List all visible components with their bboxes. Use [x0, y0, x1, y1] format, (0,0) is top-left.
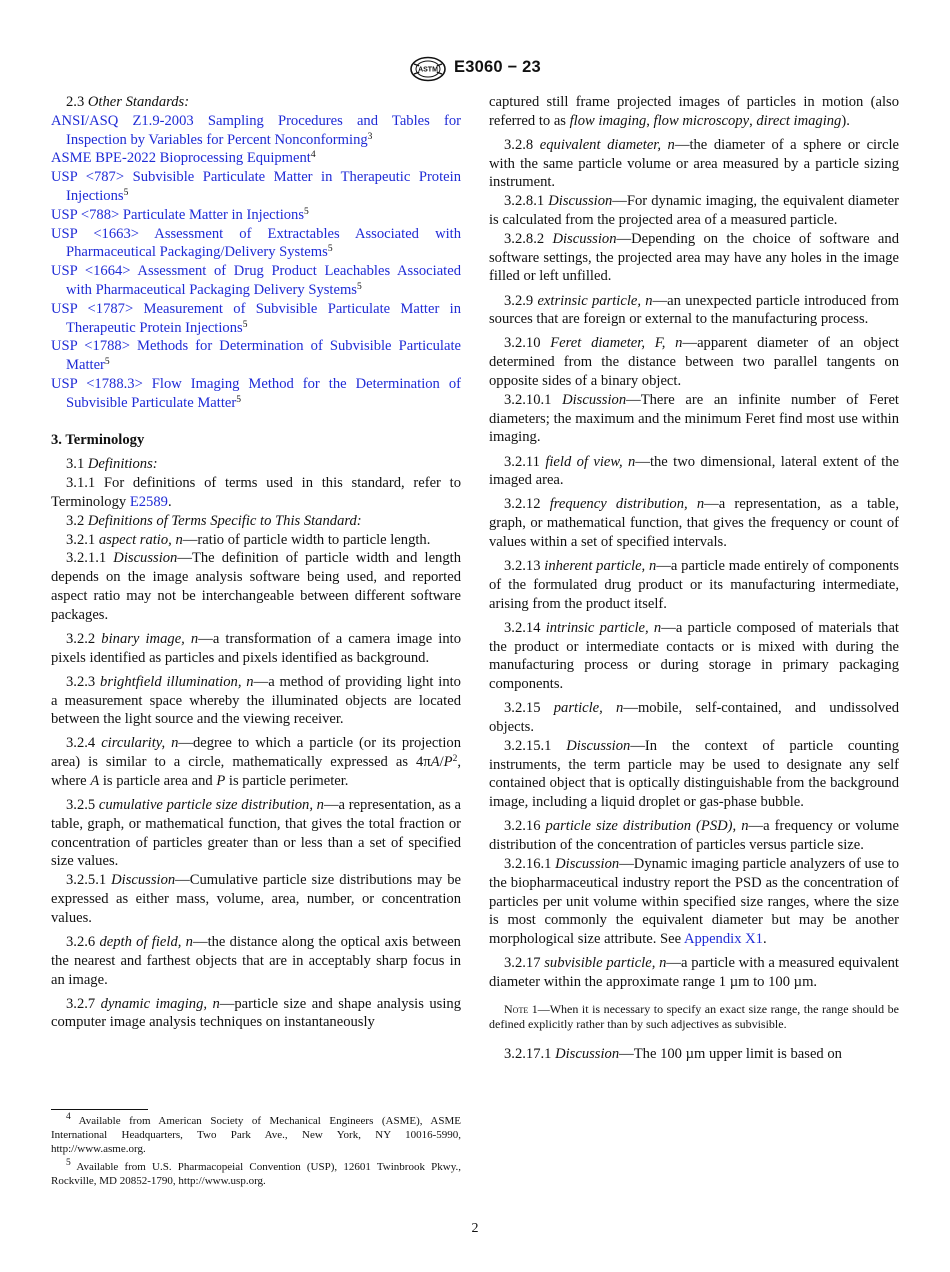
definition-3-2-14: 3.2.14 intrinsic particle, n—a particle composed of materials that the product or intermediate contacts or is mixed with during the manufacturing process or during storage in primary packaging components.	[489, 619, 899, 693]
definition-3-2-7: 3.2.7 dynamic imaging, n—particle size and shape analysis using computer image analysis techniques on instantaneously	[51, 995, 461, 1031]
discussion-3-2-1-1: 3.2.1.1 Discussion—The definition of particle width and length depends on the image analysis software being used, and reported aspect ratio may not be interchangeable between different software packages.	[51, 550, 462, 623]
reference-item: USP <788> Particulate Matter in Injections$^5$	[51, 206, 309, 223]
footnote-5: $^5$ Available from U.S. Pharmacopeial Convention (USP), 12601 Twinbrook Pkwy., Rockville, MD 20852-1790, http://www.usp.org.	[51, 1158, 461, 1187]
svg-text:ASTM: ASTM	[418, 66, 438, 74]
reference-item: USP <1787> Measurement of Subvisible Particulate Matter in Therapeutic Protein Injections$^5$	[51, 300, 461, 336]
definition-3-2-15: 3.2.15 particle, n—mobile, self-contained, and undissolved objects.	[489, 700, 899, 736]
reference-item: ASME BPE-2022 Bioprocessing Equipment$^4$	[51, 150, 316, 167]
appendix-link[interactable]: Appendix X1	[683, 931, 763, 948]
standard-designation: E3060 − 23	[454, 58, 541, 76]
page-number: 2	[471, 1221, 479, 1236]
reference-link[interactable]: USP <787>	[51, 169, 125, 186]
definition-3-2-10: 3.2.10 Feret diameter, F, n—apparent diameter of an object determined from the distance between two parallel tangents on opposite sides of a binary object.	[489, 335, 899, 390]
discussion-3-2-10-1: 3.2.10.1 Discussion—There are an infinite number of Feret diameters; the maximum and the minimum Feret find most use within imaging.	[489, 391, 899, 446]
discussion-3-2-5-1: 3.2.5.1 Discussion—Cumulative particle size distributions may be expressed as either mass, volume, area, number, or concentration values.	[51, 872, 462, 926]
section-2-3-heading: 2.3 Other Standards:	[66, 94, 190, 110]
reference-link[interactable]: ASME BPE-2022	[51, 150, 157, 167]
definition-3-2-13: 3.2.13 inherent particle, n—a particle made entirely of components of the formulated drug product or its manufacturing intermediate, arising from the product itself.	[489, 558, 899, 612]
paragraph-3-1-1: 3.1.1 For definitions of terms used in this standard, refer to Terminology E2589.	[51, 475, 461, 510]
footnote-divider	[51, 1109, 148, 1110]
reference-item: USP <1664> Assessment of Drug Product Leachables Associated with Pharmaceutical Packaging Delivery Systems$^5$	[51, 263, 462, 298]
note-1: Note 1—When it is necessary to specify an exact size range, the range should be defined explicitly rather than by such adjectives as subvisible.	[489, 1001, 899, 1032]
reference-link[interactable]: USP <788>	[51, 206, 120, 223]
definition-3-2-5: 3.2.5 cumulative particle size distribution, n—a representation, as a table, graph, or mathematical function, that gives the total fraction or concentration of particles greater than or less than a set of specified size values.	[51, 797, 461, 870]
definition-3-2-4: 3.2.4 circularity, n—degree to which a particle (or its projection area) is similar to a circle, mathematically expressed as $4\pi A/P^2$, where A is particle area and P is particle perimeter.	[51, 735, 461, 789]
reference-item: USP <1663> Assessment of Extractables Associated with Pharmaceutical Packaging/Delivery Systems$^5$	[51, 225, 462, 261]
definition-3-2-1: 3.2.1 aspect ratio, n—ratio of particle width to particle length.	[66, 531, 431, 548]
discussion-3-2-8-2: 3.2.8.2 Discussion—Depending on the choice of software and software settings, the projected area may have any holes in the image filled or left unfilled.	[489, 230, 899, 285]
footnote-4: $^4$ Available from American Society of Mechanical Engineers (ASME), ASME International Headquarters, Two Park Ave., New York, NY 10016-5990, http://www.asme.org.	[51, 1112, 461, 1155]
reference-link[interactable]: USP <1664>	[51, 263, 131, 280]
right-column	[489, 93, 899, 1069]
definition-3-2-9: 3.2.9 extrinsic particle, n—an unexpected particle introduced from sources that are foreign or external to the manufacturing process.	[489, 292, 899, 328]
reference-item: ANSI/ASQ Z1.9-2003 Sampling Procedures and Tables for Inspection by Variables for Percent Nonconforming$^3$	[51, 112, 461, 148]
reference-link[interactable]: USP <1787>	[51, 300, 134, 317]
reference-link[interactable]: USP <1788>	[51, 338, 130, 355]
section-3-heading: 3. Terminology	[51, 431, 145, 448]
definition-3-2-8: 3.2.8 equivalent diameter, n—the diameter of a sphere or circle with the same particle volume or area measured by a particle sizing instrument.	[489, 136, 899, 191]
discussion-3-2-17-1: 3.2.17.1 Discussion—The 100 µm upper limit is based on	[504, 1045, 842, 1062]
discussion-3-2-8-1: 3.2.8.1 Discussion—For dynamic imaging, the equivalent diameter is calculated from the projected area of a measured particle.	[489, 193, 900, 229]
reference-list	[51, 112, 461, 413]
definition-3-2-11: 3.2.11 field of view, n—the two dimensional, lateral extent of the imaged area.	[489, 453, 900, 489]
reference-link[interactable]: ANSI/ASQ Z1.9-2003	[51, 112, 194, 129]
definition-3-2-16: 3.2.16 particle size distribution (PSD), n—a frequency or volume distribution of the concentration of particles versus particle size.	[489, 818, 899, 854]
definition-3-2-17: 3.2.17 subvisible particle, n—a particle with a measured equivalent diameter within the approximate range 1 µm to 100 µm.	[489, 955, 899, 991]
left-column	[51, 93, 461, 1038]
reference-item: USP <1788> Methods for Determination of Subvisible Particulate Matter$^5$	[51, 338, 462, 374]
paragraph-3-1: 3.1 Definitions:	[66, 456, 158, 473]
reference-link[interactable]: USP <1663>	[51, 225, 139, 242]
discussion-3-2-15-1: 3.2.15.1 Discussion—In the context of particle counting instruments, the term particle may be used to designate any self contained object that is optically distinguishable from the background image, including a liquid droplet or gas-phase bubble.	[489, 737, 899, 811]
discussion-3-2-16-1: 3.2.16.1 Discussion—Dynamic imaging particle analyzers of use to the biopharmaceutical industry report the PSD as the concentration of particles per unit volume within specified size ranges, where the size is most commonly the equivalent diameter but may be another morphological size attribute. See Appendix X1.	[489, 855, 900, 948]
definition-3-2-6: 3.2.6 depth of field, n—the distance along the optical axis between the nearest and farthest objects that are in acceptably sharp focus in an image.	[51, 933, 461, 988]
reference-item: USP <1788.3> Flow Imaging Method for the Determination of Subvisible Particulate Matter$^5$	[51, 375, 461, 411]
definition-3-2-7-continued: captured still frame projected images of particles in motion (also referred to as flow imaging, flow microscopy, direct imaging).	[489, 94, 899, 129]
paragraph-3-2: 3.2 Definitions of Terms Specific to This Standard:	[66, 512, 362, 529]
reference-item: USP <787> Subvisible Particulate Matter in Therapeutic Protein Injections$^5$	[51, 169, 461, 204]
terminology-link[interactable]: E2589	[129, 493, 168, 510]
definition-3-2-2: 3.2.2 binary image, n—a transformation of a camera image into pixels identified as particles and pixels identified as background.	[51, 630, 461, 666]
page-header	[0, 56, 950, 82]
definition-3-2-3: 3.2.3 brightfield illumination, n—a method of providing light into a measurement space whereby the illuminated objects are located between the light source and the viewing receiver.	[51, 673, 461, 728]
reference-link[interactable]: USP <1788.3>	[51, 375, 143, 392]
footnotes	[51, 1109, 461, 1192]
definition-3-2-12: 3.2.12 frequency distribution, n—a representation, as a table, graph, or mathematical function, that gives the frequency or count of values within a set of specified intervals.	[489, 496, 899, 551]
astm-logo-icon	[408, 56, 448, 82]
